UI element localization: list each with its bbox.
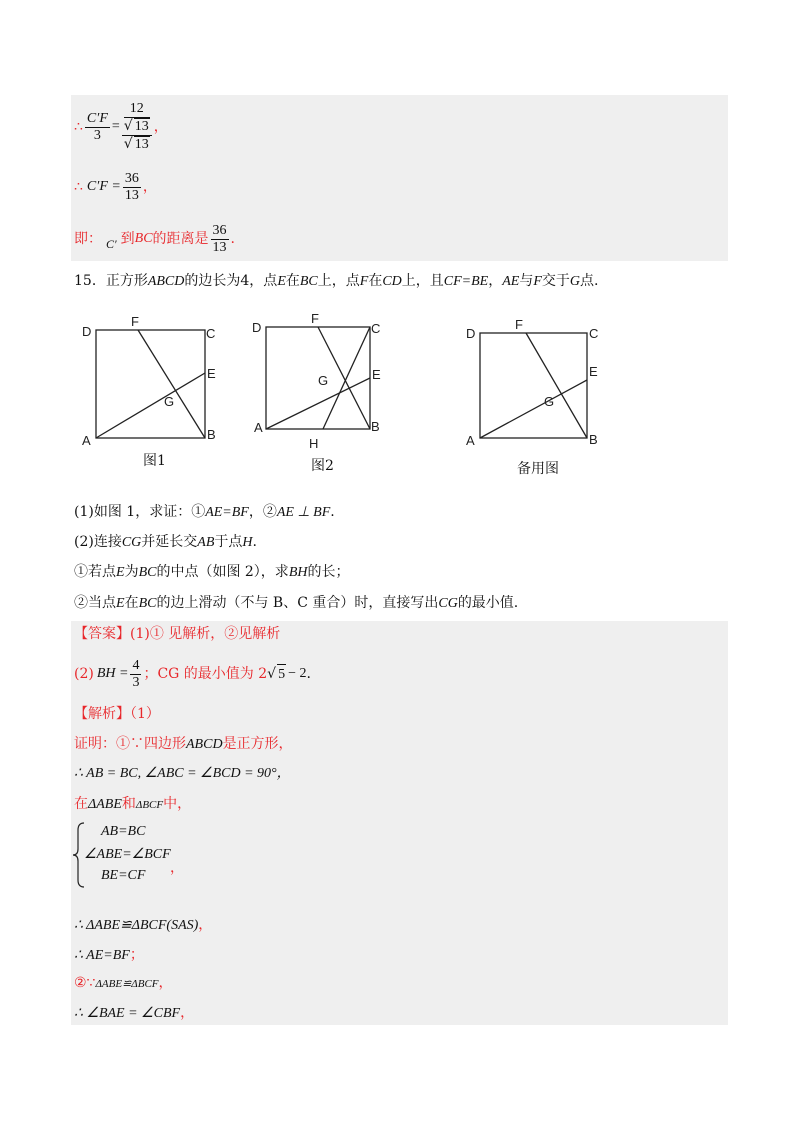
analysis-line-4: ∴ ΔABE≌ΔBCF(SAS)， <box>74 917 213 933</box>
fig3-label-e: E <box>589 364 598 379</box>
question-1: (1)如图 1，求证：①AE=BF，②AE ⊥ BF. <box>74 504 335 520</box>
fig3-label-d: D <box>466 326 476 341</box>
top-line-3: 即： C′ 到 BC 的距离是 $\frac{36}{13}$ . <box>74 222 235 255</box>
fig1-label-c: C <box>206 326 216 341</box>
frac-12-sqrt13-over-sqrt13: 12 √ 13 √ 13 <box>122 101 152 153</box>
fig1-label-b: B <box>207 427 216 442</box>
problem-statement: 15．正方形ABCD的边长为4，点E在BC上，点F在CD上，且CF=BE，AE与F交于G点. <box>74 273 599 289</box>
fig1-line-bf <box>138 330 205 438</box>
fig2-label-d: D <box>252 320 262 335</box>
system-eq-1: AB=BC <box>101 824 146 839</box>
fig2-label-a: A <box>254 420 263 435</box>
question-2: (2)连接CG并延长交AB于点H. <box>74 534 257 550</box>
fig3-label-f: F <box>515 317 523 332</box>
fig2-label-f: F <box>311 311 319 326</box>
fig2-line-ch <box>323 327 370 429</box>
fig2-label-h: H <box>309 436 319 451</box>
analysis-line-5: ∴ AE=BF； <box>74 947 144 963</box>
analysis-label: 【解析】（1） <box>74 706 160 722</box>
fig2-caption: 图2 <box>311 458 334 474</box>
fig1-label-f: F <box>131 314 139 329</box>
question-2-ii: ②当点E在BC的边上滑动（不与 B、C 重合）时，直接写出CG的最小值. <box>74 595 519 611</box>
question-2-i: ①若点E为BC的中点（如图 2），求BH的长； <box>74 564 350 580</box>
frac-cf-over-3: $\frac{C'F}{3}$ <box>86 110 108 143</box>
fig3-square <box>480 333 587 438</box>
analysis-line-1: 证明：①∵四边形ABCD是正方形， <box>74 736 293 752</box>
system-comma: ， <box>170 860 184 876</box>
fig2-label-c: C <box>371 321 381 336</box>
top-line-2: ∴ C′F = $\frac{36}{13}$ ， <box>74 170 157 203</box>
fig1-line-ae <box>96 373 205 438</box>
fig3-caption: 备用图 <box>517 461 559 477</box>
fig2-label-b: B <box>371 419 380 434</box>
analysis-line-2: ∴ AB = BC, ∠ABC = ∠BCD = 90°， <box>74 766 291 781</box>
fig1-label-e: E <box>207 366 216 381</box>
analysis-line-6: ②∵ΔABE≌ΔBCF， <box>74 975 173 991</box>
figure-3 <box>480 333 587 438</box>
geometry-figures <box>0 310 800 510</box>
fig1-label-g: G <box>164 394 175 409</box>
fig2-label-g: G <box>318 373 329 388</box>
answer-line-1: 【答案】(1)① 见解析，②见解析 <box>74 626 281 642</box>
figure-1 <box>96 330 205 438</box>
fig1-label-d: D <box>82 324 92 339</box>
fig3-line-ae <box>480 380 587 438</box>
fig1-caption: 图1 <box>143 453 166 469</box>
system-eq-3: BE=CF <box>101 868 146 883</box>
fig1-square <box>96 330 205 438</box>
fig3-label-g: G <box>544 394 555 409</box>
analysis-line-7: ∴ ∠BAE = ∠CBF， <box>74 1005 195 1021</box>
fig3-label-b: B <box>589 432 598 447</box>
fig1-label-a: A <box>82 433 91 448</box>
system-eq-2: ∠ABE=∠BCF <box>84 847 171 862</box>
top-line-1: ∴ $\frac{C'F}{3}$ = 12 √ 13 √ 13 ， <box>74 101 168 152</box>
fig3-label-a: A <box>466 433 475 448</box>
answer-line-2: (2) BH = $\frac{4}{3}$ ；CG 的最小值为 2 √ 5 − 2 . <box>74 657 311 690</box>
fig2-label-e: E <box>372 367 381 382</box>
fig3-label-c: C <box>589 326 599 341</box>
analysis-line-3: 在ΔABE和ΔBCF中， <box>74 796 192 812</box>
